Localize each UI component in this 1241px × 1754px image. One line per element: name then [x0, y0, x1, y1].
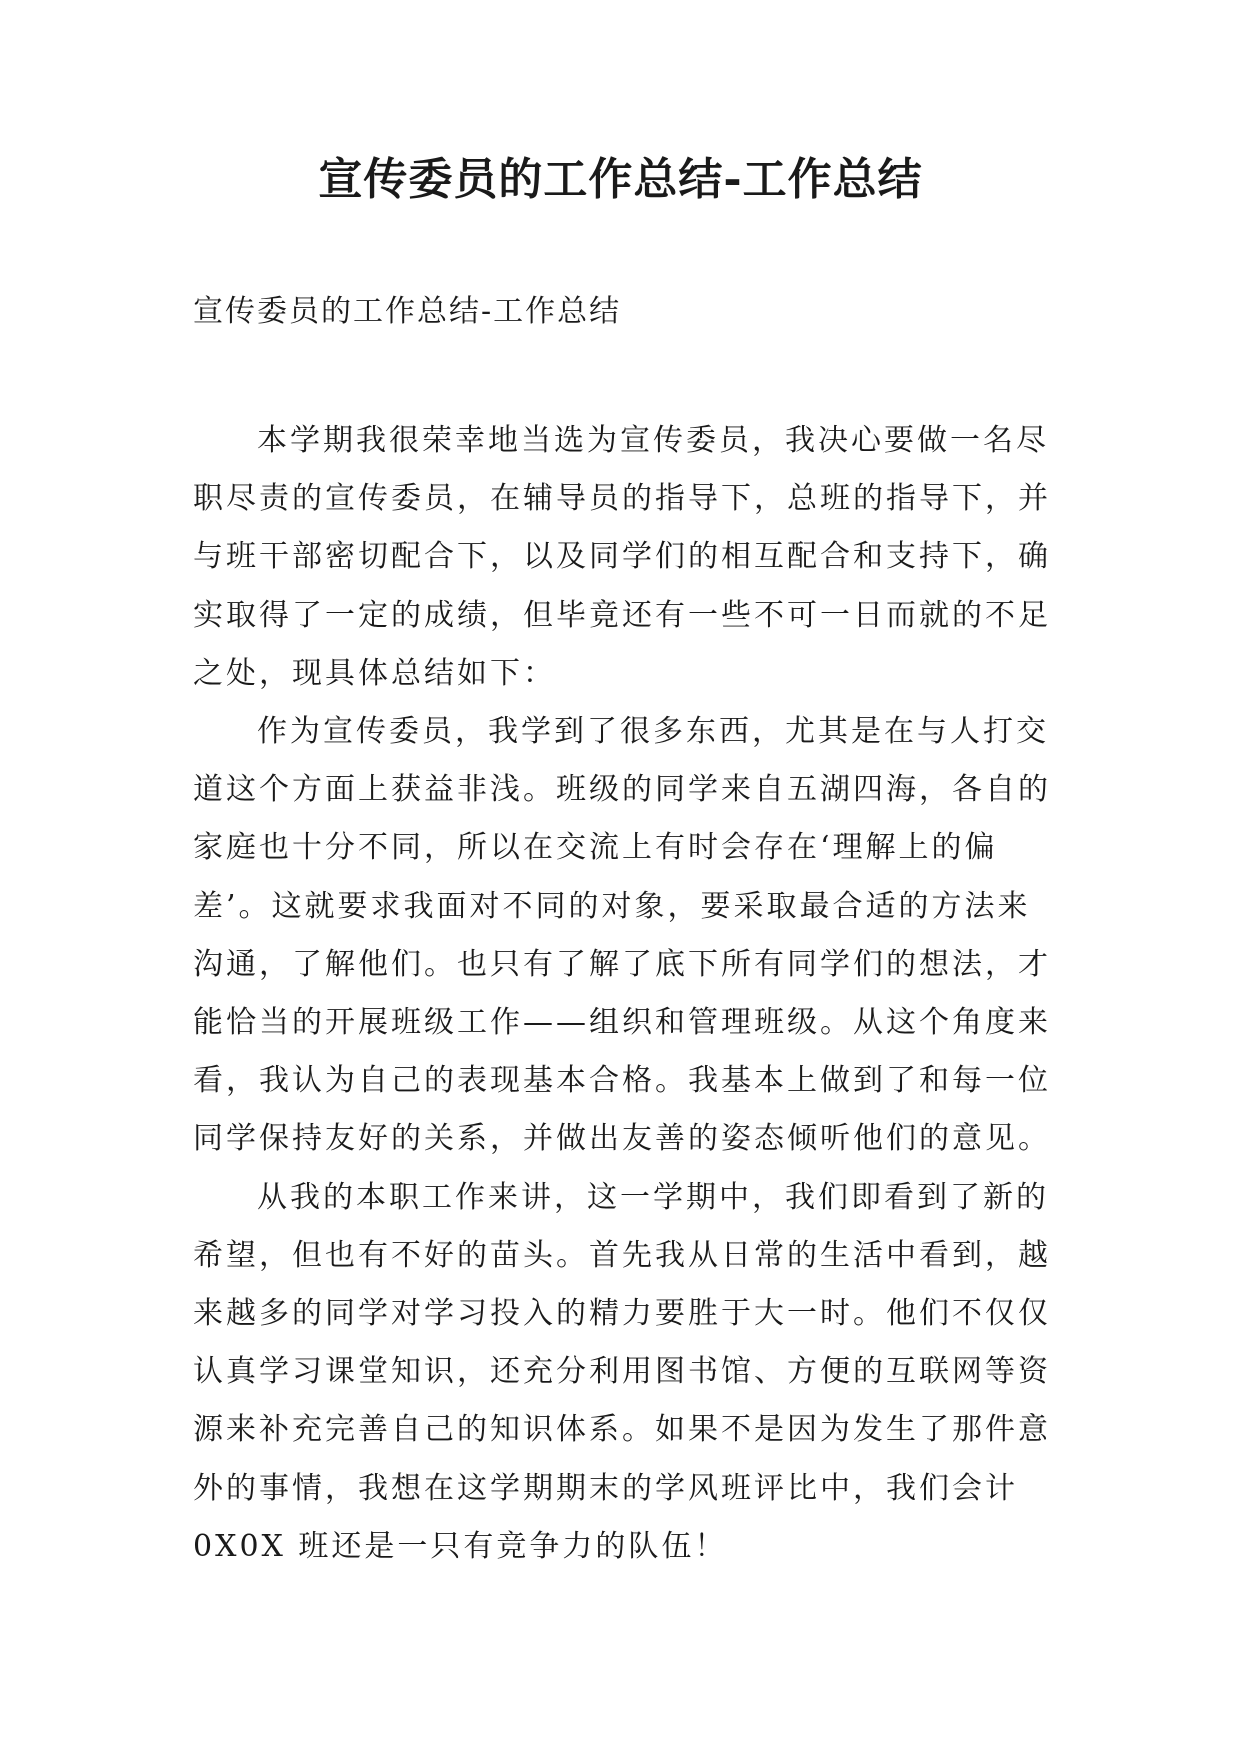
paragraph-line: 沟通，了解他们。也只有了解了底下所有同学们的想法，才 — [193, 946, 1051, 982]
paragraph-line: 能恰当的开展班级工作——组织和管理班级。从这个角度来 — [193, 1005, 1051, 1041]
paragraph-line: 来越多的同学对学习投入的精力要胜于大一时。他们不仅仅 — [193, 1296, 1051, 1332]
paragraph-line: 作为宣传委员，我学到了很多东西，尤其是在与人打交 — [257, 714, 1049, 750]
paragraph-line: 认真学习课堂知识，还充分利用图书馆、方便的互联网等资 — [193, 1354, 1051, 1390]
paragraph-1 — [193, 412, 1063, 703]
paragraph-line: 0X0X 班还是一只有竞争力的队伍！ — [193, 1528, 728, 1564]
paragraph-line: 与班干部密切配合下，以及同学们的相互配合和支持下，确 — [193, 539, 1051, 575]
paragraph-line: 看，我认为自己的表现基本合格。我基本上做到了和每一位 — [193, 1063, 1051, 1099]
paragraph-line: 希望，但也有不好的苗头。首先我从日常的生活中看到，越 — [193, 1237, 1051, 1273]
paragraph-line: 道这个方面上获益非浅。班级的同学来自五湖四海，各自的 — [193, 772, 1051, 808]
paragraph-2 — [193, 703, 1063, 1169]
paragraph-line: 差’。这就要求我面对不同的对象，要采取最合适的方法来 — [193, 888, 1031, 924]
paragraph-line: 职尽责的宣传委员，在辅导员的指导下，总班的指导下，并 — [193, 481, 1051, 517]
document-title: 宣传委员的工作总结-工作总结 — [318, 154, 923, 205]
paragraph-line: 外的事情，我想在这学期期末的学风班评比中，我们会计 — [193, 1470, 1018, 1506]
paragraph-3 — [193, 1169, 1063, 1576]
paragraph-line: 家庭也十分不同，所以在交流上有时会存在‘理解上的偏 — [193, 830, 998, 866]
paragraph-line: 本学期我很荣幸地当选为宣传委员，我决心要做一名尽 — [257, 423, 1049, 458]
paragraph-line: 从我的本职工作来讲，这一学期中，我们即看到了新的 — [257, 1179, 1049, 1215]
paragraph-line: 实取得了一定的成绩，但毕竟还有一些不可一日而就的不足 — [193, 597, 1051, 633]
paragraph-line: 之处，现具体总结如下： — [193, 655, 556, 691]
paragraph-line: 同学保持友好的关系，并做出友善的姿态倾听他们的意见。 — [193, 1121, 1051, 1157]
paragraph-line: 源来补充完善自己的知识体系。如果不是因为发生了那件意 — [193, 1412, 1051, 1448]
document-body — [193, 412, 1063, 1576]
document-subtitle: 宣传委员的工作总结-工作总结 — [193, 294, 622, 329]
